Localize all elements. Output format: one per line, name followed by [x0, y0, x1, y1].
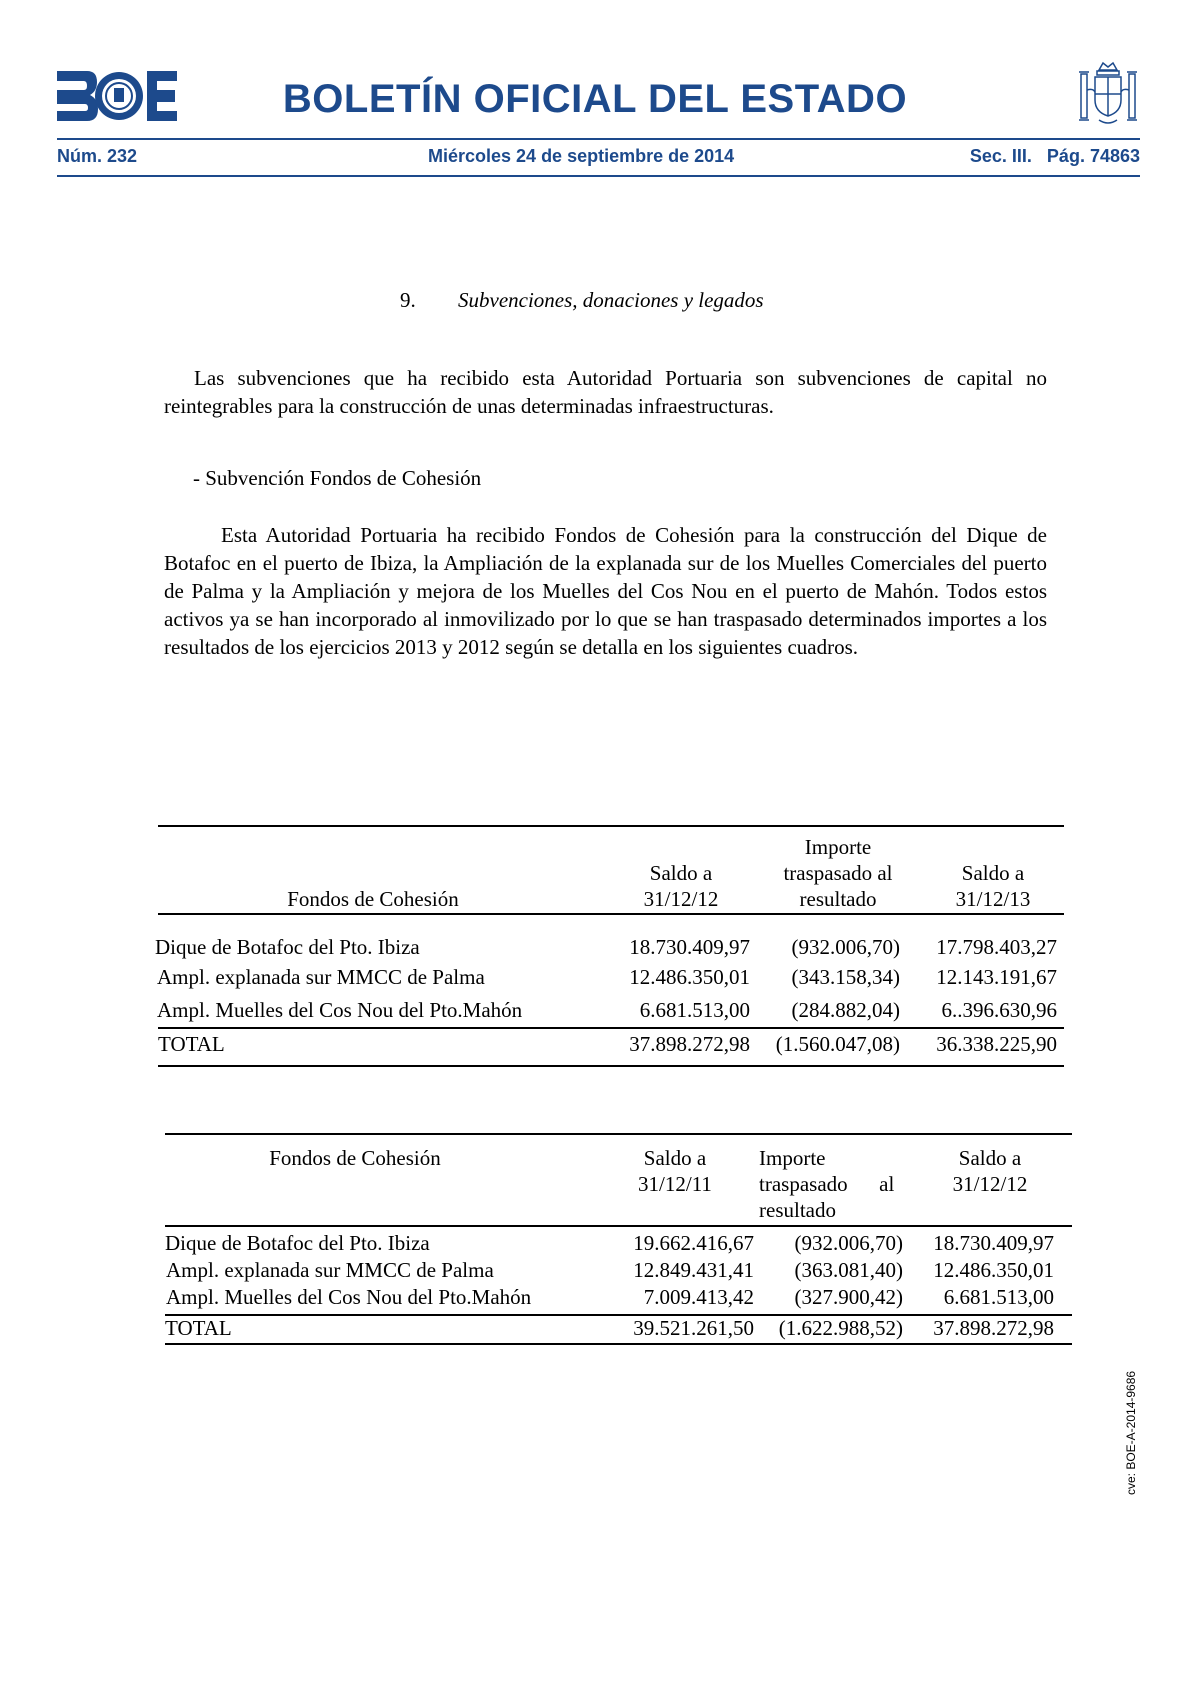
table-cell: (932.006,70): [791, 935, 900, 959]
header-balance-start: Saldo a 31/12/12: [643, 861, 719, 911]
cohesion-table-2012: [165, 1133, 1072, 1353]
header-fund: Fondos de Cohesión: [269, 1146, 441, 1170]
table-cell: 12.849.431,41: [633, 1258, 754, 1282]
header-fund: Fondos de Cohesión: [287, 887, 459, 911]
bulletin-title: BOLETÍN OFICIAL DEL ESTADO: [282, 77, 908, 121]
section-title: Subvenciones, donaciones y legados: [458, 288, 764, 312]
table-total-rule: [158, 1027, 1064, 1029]
table-cell: (343.158,34): [791, 965, 900, 989]
header-top-rule: [57, 138, 1140, 140]
table-cell: 6.681.513,00: [639, 998, 750, 1022]
table-cell: 18.730.409,97: [933, 1231, 1054, 1255]
header-bottom-rule: [57, 175, 1140, 177]
table-cell: 19.662.416,67: [633, 1231, 754, 1255]
table-cell: 7.009.413,42: [643, 1285, 754, 1309]
table-total-cell: 37.898.272,98: [933, 1316, 1054, 1340]
boe-logo: [57, 71, 177, 121]
bullet-subheading: - Subvención Fondos de Cohesión: [193, 466, 482, 490]
header-balance-end: Saldo a 31/12/13: [955, 861, 1031, 911]
table-cell: (932.006,70): [794, 1231, 903, 1255]
table-header-rule: [165, 1225, 1072, 1227]
section-number: 9.: [400, 288, 416, 312]
issue-number: Núm. 232: [57, 146, 138, 166]
header-transferred: Importe traspasado al resultado: [759, 1146, 895, 1222]
table-cell: 18.730.409,97: [629, 935, 750, 959]
table-row-label: Ampl. explanada sur MMCC de Palma: [166, 1258, 494, 1282]
table-total-label: TOTAL: [158, 1032, 225, 1056]
table-total-cell: 39.521.261,50: [633, 1316, 754, 1340]
table-total-cell: (1.622.988,52): [778, 1316, 903, 1340]
table-row-label: Dique de Botafoc del Pto. Ibiza: [165, 1231, 430, 1255]
header-transferred: Importe traspasado al resultado: [783, 835, 893, 911]
table-cell: 12.143.191,67: [936, 965, 1057, 989]
header-balance-end: Saldo a 31/12/12: [952, 1146, 1028, 1196]
section-page: Sec. III. Pág. 74863: [969, 146, 1140, 166]
table-row-label: Dique de Botafoc del Pto. Ibiza: [155, 935, 420, 959]
table-cell: (284.882,04): [791, 998, 900, 1022]
table-bottom-rule: [165, 1343, 1072, 1345]
cohesion-table-2013: [155, 825, 1064, 1071]
table-cell: 6.681.513,00: [943, 1285, 1054, 1309]
paragraph-intro: Las subvenciones que ha recibido esta Autoridad Portuaria son subvenciones de capital no reintegrables para la construcción de unas determinadas infraestructuras.: [164, 366, 1047, 418]
cve-code: cve: BOE-A-2014-9686: [1124, 1370, 1138, 1495]
paragraph-cohesion: Esta Autoridad Portuaria ha recibido Fondos de Cohesión para la construcción del Dique de Botafoc en el puerto de Ibiza, la Ampliación de la explanada sur de los Muelles Comerciales del puerto de Palma y la Ampliación y mejora de los Muelles del Cos Nou en el puerto de Mahón. Todos estos activos ya se han incorporado al inmovilizado por lo que se han traspasado determinados importes a los resultados de los ejercicios 2013 y 2012 según se detalla en los siguientes cuadros.: [164, 523, 1047, 659]
table-bottom-rule: [158, 1065, 1064, 1067]
section-heading: [400, 288, 764, 313]
table-total-cell: (1.560.047,08): [775, 1032, 900, 1056]
table-top-rule: [158, 825, 1064, 827]
table-row-label: Ampl. Muelles del Cos Nou del Pto.Mahón: [157, 998, 523, 1022]
table-total-cell: 36.338.225,90: [936, 1032, 1057, 1056]
table-cell: (363.081,40): [794, 1258, 903, 1282]
issue-date: Miércoles 24 de septiembre de 2014: [428, 146, 735, 166]
table-row-label: Ampl. Muelles del Cos Nou del Pto.Mahón: [166, 1285, 532, 1309]
table-cell: 6..396.630,96: [941, 998, 1057, 1022]
header-balance-start: Saldo a 31/12/11: [638, 1146, 712, 1196]
table-header-rule: [158, 913, 1064, 915]
table-cell: 12.486.350,01: [629, 965, 750, 989]
table-top-rule: [165, 1133, 1072, 1135]
table-total-cell: 37.898.272,98: [629, 1032, 750, 1056]
table-cell: 12.486.350,01: [933, 1258, 1054, 1282]
table-total-label: TOTAL: [165, 1316, 232, 1340]
table-row-label: Ampl. explanada sur MMCC de Palma: [157, 965, 485, 989]
table-cell: 17.798.403,27: [936, 935, 1057, 959]
table-cell: (327.900,42): [794, 1285, 903, 1309]
spain-coat-of-arms-icon: [1077, 60, 1139, 130]
